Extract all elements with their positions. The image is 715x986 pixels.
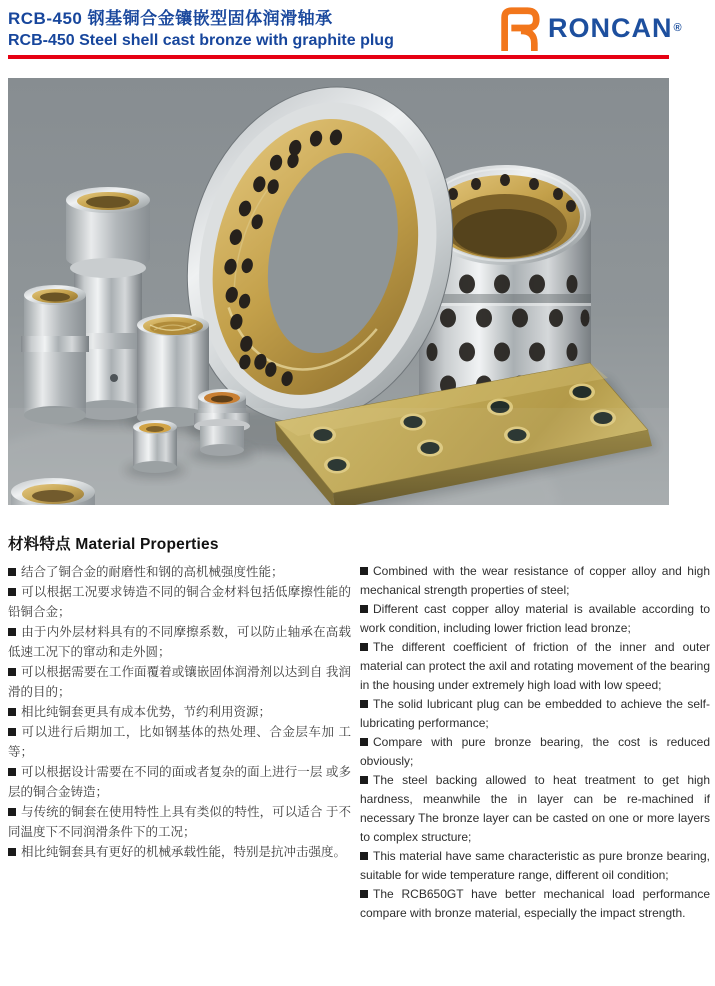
page-title-zh: RCB-450 钢基铜合金镶嵌型固体润滑轴承 <box>8 9 333 28</box>
bullet-square-icon <box>8 628 16 636</box>
bullet-text: 可以进行后期加工，比如钢基体的热处理、合金层车加 工等； <box>8 725 351 759</box>
bullet-text: 结合了铜合金的耐磨性和钢的高机械强度性能； <box>21 565 284 579</box>
page-title-en: RCB-450 Steel shell cast bronze with graphite plug <box>8 32 394 49</box>
bullet-text: Different cast copper alloy material is available according to work condition, including lower friction lead bronze; <box>360 602 710 635</box>
bullet-text: The steel backing allowed to heat treatment to get high hardness, meanwhile the in layer can be re-machined if necessary The bronze layer can be casted on one or more layers to complex structure; <box>360 773 710 844</box>
bullet-square-icon <box>8 568 16 576</box>
bullet-text: 由于内外层材料具有的不同摩擦系数，可以防止轴承在高载低速工况下的窜动和走外圆； <box>8 625 351 659</box>
front-left-bushing <box>21 285 89 424</box>
bullet-square-icon <box>8 728 16 736</box>
bullet-square-icon <box>8 588 16 596</box>
properties-list-en <box>360 562 710 923</box>
red-divider <box>8 55 669 59</box>
bullet-square-icon <box>360 890 368 898</box>
bullet-square-icon <box>8 808 16 816</box>
bullet-square-icon <box>8 768 16 776</box>
section-heading <box>8 532 219 554</box>
bullet-square-icon <box>360 567 368 575</box>
bullet-text: 可以根据工况要求铸造不同的铜合金材料包括低摩擦性能的铅铜合金； <box>8 585 351 619</box>
bullet-text: This material have same characteristic as pure bronze bearing, suitable for wide temperature range, different oil condition; <box>360 849 710 882</box>
roncan-logo-icon <box>496 5 542 51</box>
bullet-square-icon <box>8 668 16 676</box>
bullet-square-icon <box>8 848 16 856</box>
product-photo <box>8 78 669 505</box>
brand-logo <box>496 5 682 51</box>
bullet-item <box>360 771 710 847</box>
bullet-square-icon <box>360 700 368 708</box>
bullet-text: Combined with the wear resistance of copper alloy and high mechanical strength properties of steel; <box>360 564 710 597</box>
bullet-item <box>360 600 710 638</box>
bullet-item <box>8 562 351 582</box>
bullet-text: 相比纯铜套更具有成本优势，节约利用资源； <box>21 705 272 719</box>
bullet-item <box>8 802 351 842</box>
bullet-item <box>360 885 710 923</box>
bullet-text: 可以根据需要在工作面覆着或镶嵌固体润滑剂以达到自 我润滑的目的； <box>8 665 351 699</box>
bullet-square-icon <box>360 852 368 860</box>
bullet-square-icon <box>8 708 16 716</box>
properties-columns <box>8 562 710 923</box>
properties-list-zh <box>8 562 351 923</box>
bullet-text: 与传统的铜套在使用特性上具有类似的特性，可以适合 于不同温度下不同润滑条件下的工况； <box>8 805 351 839</box>
bullet-text: The solid lubricant plug can be embedded to achieve the self-lubricating performance; <box>360 697 710 730</box>
bullet-item <box>360 562 710 600</box>
bullet-text: The RCB650GT have better mechanical load performance compare with bronze material, especially the impact strength. <box>360 887 710 920</box>
bullet-item <box>8 842 351 862</box>
bullet-item <box>8 702 351 722</box>
bullet-item <box>8 662 351 702</box>
bullet-item <box>8 722 351 762</box>
bullet-item <box>360 695 710 733</box>
bullet-text: The different coefficient of friction of the inner and outer material can protect the axil and rotating movement of the bearing in the housing under extremely high load with low speed; <box>360 640 710 692</box>
bullet-square-icon <box>360 776 368 784</box>
bullet-item <box>8 622 351 662</box>
bullet-text: Compare with pure bronze bearing, the cost is reduced obviously; <box>360 735 710 768</box>
bullet-item <box>8 762 351 802</box>
bullet-text: 可以根据设计需要在不同的面或者复杂的面上进行一层 或多层的铜合金铸造； <box>8 765 351 799</box>
section-heading-en: Material Properties <box>75 536 219 553</box>
bullet-item <box>360 847 710 885</box>
bullet-square-icon <box>360 643 368 651</box>
bullet-square-icon <box>360 738 368 746</box>
brand-name: RONCAN <box>548 12 673 43</box>
bullet-text: 相比纯铜套具有更好的机械承载性能，特别是抗冲击强度。 <box>21 845 347 859</box>
registered-mark: ® <box>673 22 682 34</box>
bullet-item <box>360 638 710 695</box>
bullet-item <box>360 733 710 771</box>
bullet-item <box>8 582 351 622</box>
section-heading-zh: 材料特点 <box>8 536 71 553</box>
bullet-square-icon <box>360 605 368 613</box>
page-title <box>8 7 394 51</box>
